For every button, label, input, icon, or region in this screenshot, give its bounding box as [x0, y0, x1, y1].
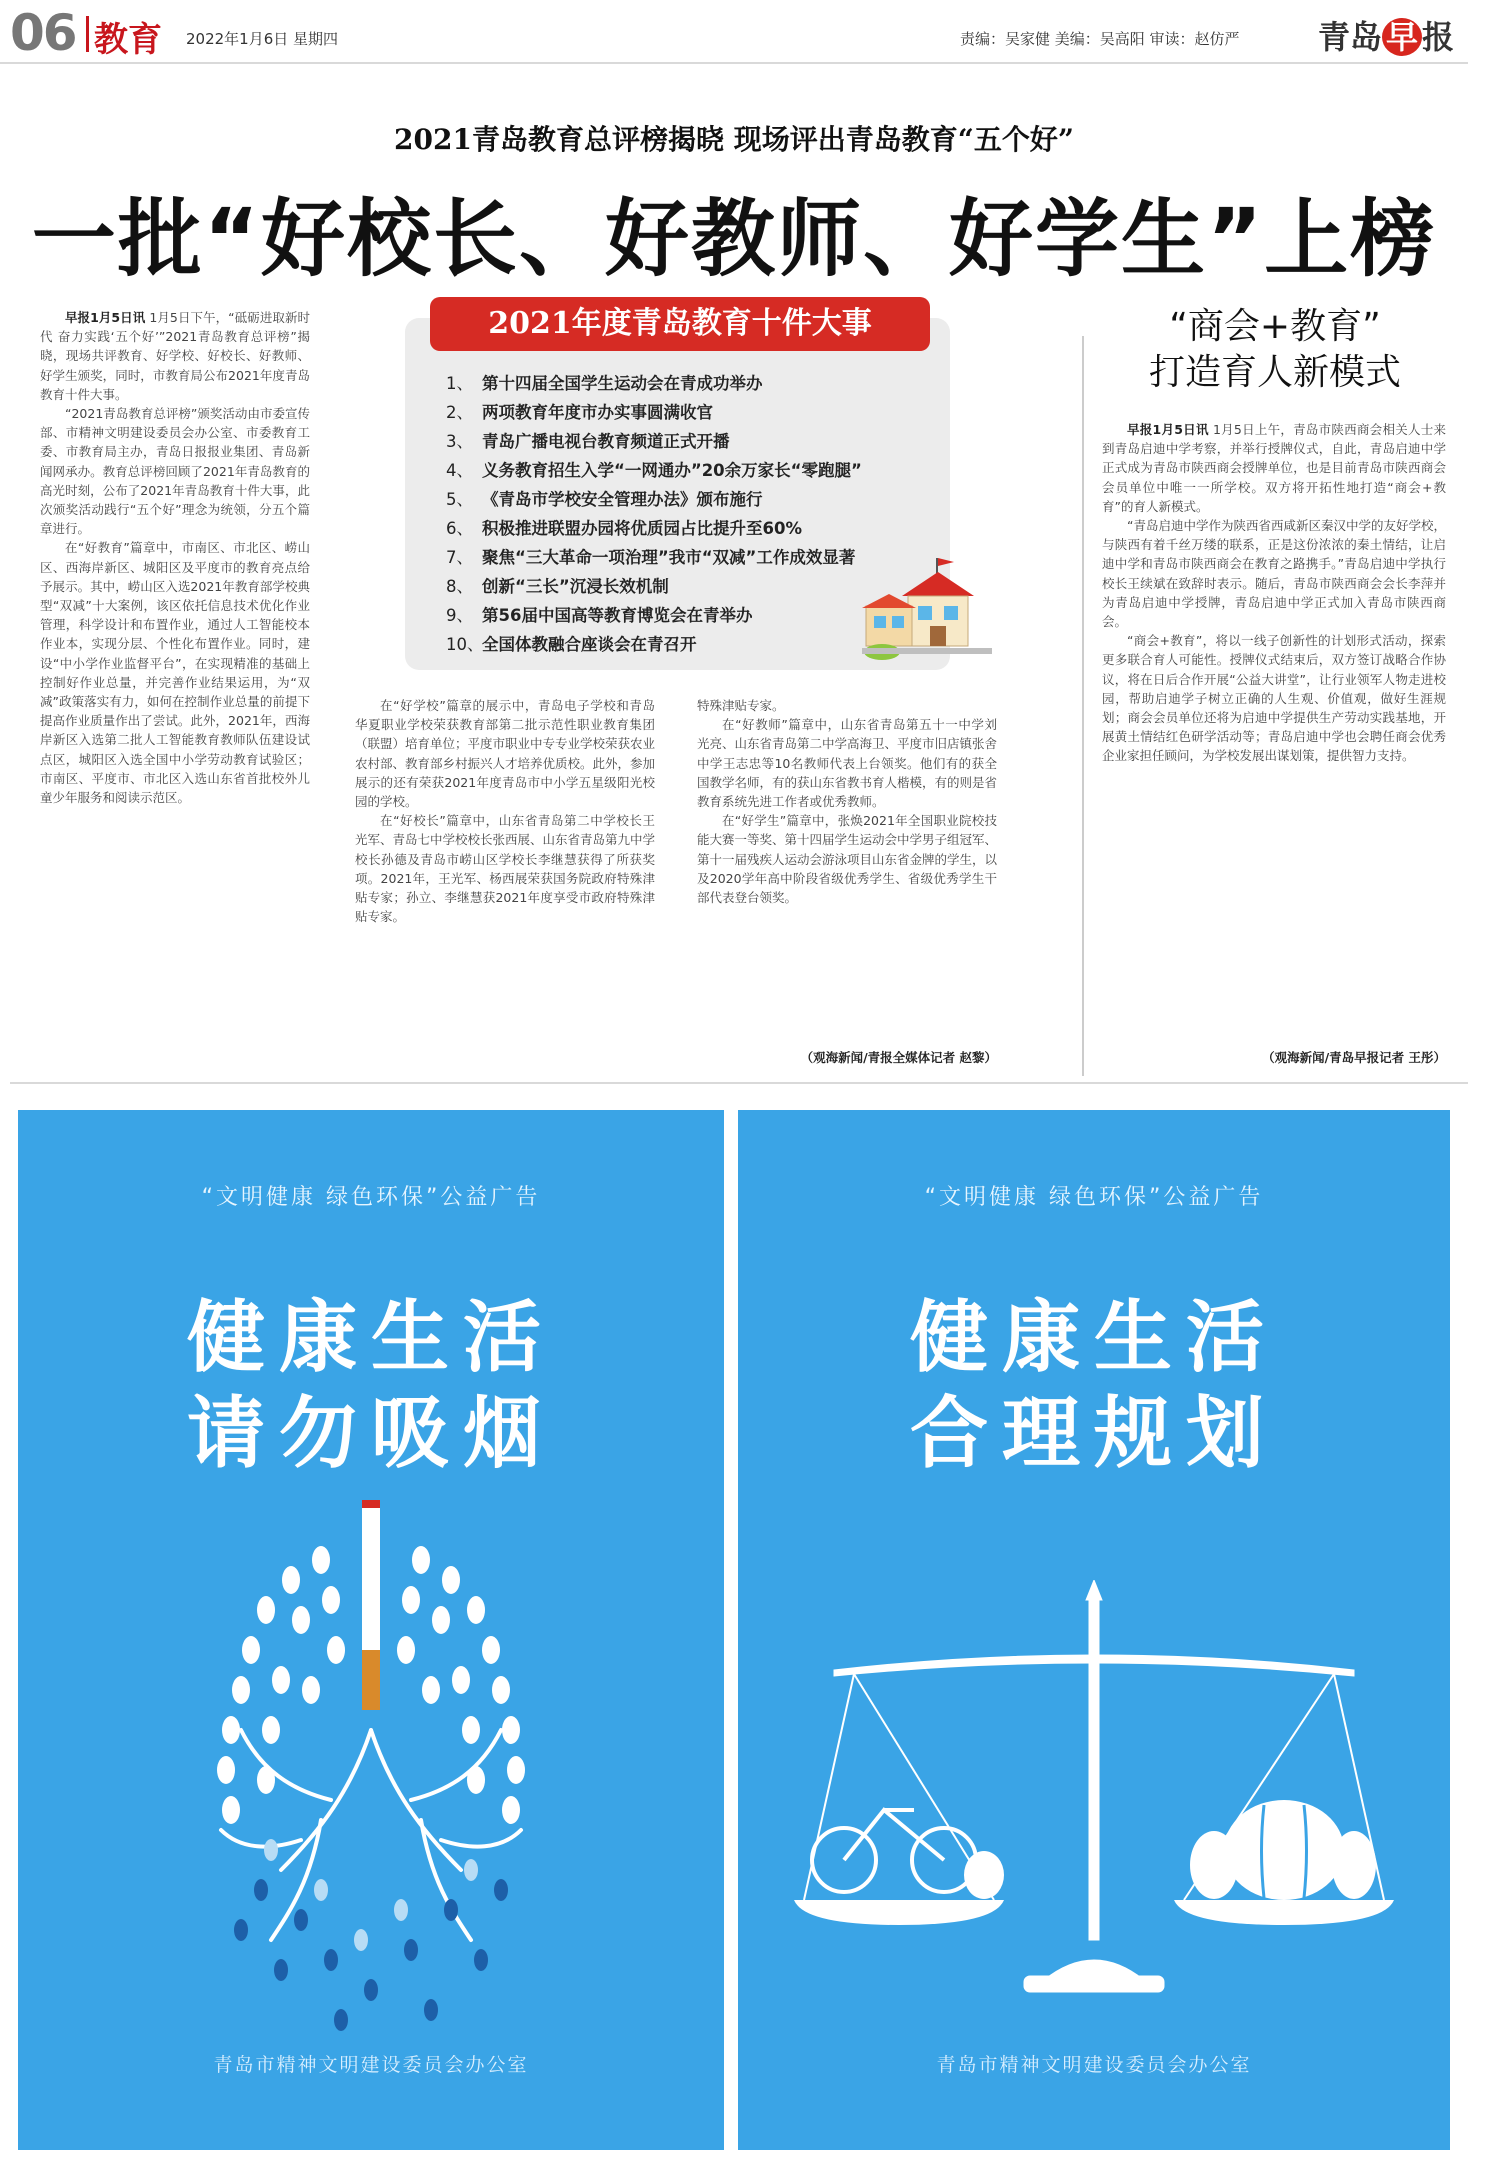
- article-kicker: 2021青岛教育总评榜揭晓 现场评出青岛教育“五个好”: [394, 123, 1074, 156]
- article-paragraph: 在“好学校”篇章的展示中，青岛电子学校和青岛华夏职业学校荣获教育部第二批示范性职业教育集团（联盟）培育单位；平度市职业中专专业学校荣获农业农村部、教育部乡村振兴人才培养优质校。此外，参加展示的还有荣获2021年度青岛市中小学五星级阳光校园的学校。: [355, 698, 655, 810]
- article-paragraph: 在“好学生”篇章中，张焕2021年全国职业院校技能大赛一等奖、第十四届学生运动会中学男子组冠军、第十一届残疾人运动会游泳项目山东省金牌的学生，以及2020学年高中阶段省级优秀学生、省级优秀学生干部代表登台领奖。: [697, 813, 997, 906]
- article-headline: 一批“好校长、好教师、好学生”上榜: [31, 190, 1437, 288]
- newspaper-logo: [1318, 12, 1454, 58]
- section-name: 教育: [94, 20, 162, 60]
- school-building-icon: [862, 556, 992, 676]
- psa-poster-no-smoking: [18, 1110, 724, 2150]
- side-article-body: [1102, 420, 1446, 1045]
- column-divider: [1082, 336, 1084, 1076]
- poster-tag: “文明健康 绿色环保”公益广告: [201, 1185, 541, 1210]
- issue-date: 2022年1月6日 星期四: [186, 30, 339, 48]
- article-paragraph: 在“好教师”篇章中，山东省青岛第五十一中学刘光亮、山东省青岛第二中学高海卫、平度市旧店镇张舍中学王志忠等10名教师代表上台领奖。他们有的获全国教学名师，有的获山东省教书育人楷模，有的则是省教育系统先进工作者或优秀教师。: [697, 717, 997, 810]
- falling-leaves: [234, 1879, 508, 2031]
- side-article-headline: [1110, 304, 1440, 396]
- section-divider: [86, 16, 89, 52]
- poster-slogan-line2: 合理规划: [909, 1388, 1278, 1479]
- vegetables: [1190, 1800, 1376, 1900]
- section-rule: [10, 1082, 1468, 1084]
- poster-organization: 青岛市精神文明建设委员会办公室: [936, 2054, 1252, 2076]
- top-events-title: 2021年度青岛教育十件大事: [430, 297, 930, 351]
- lungs-cigarette-icon: [171, 1490, 571, 2050]
- top-event-item: 7、 聚焦“三大革命一项治理”我市“双减”工作成效显著: [446, 548, 856, 567]
- editor-credits: 责编：吴家健 美编：吴高阳 审读：赵仿严: [960, 30, 1240, 48]
- balance-scale-icon: [794, 1580, 1394, 2020]
- top-event-item: 10、全国体教融合座谈会在青召开: [446, 635, 697, 654]
- side-article-paragraph: “青岛启迪中学作为陕西省西咸新区秦汉中学的友好学校，与陕西有着千丝万缕的联系，正是这份浓浓的秦土情结，让启迪中学和青岛市陕西商会在教育之路携手。”青岛启迪中学执行校长王续斌在致辞时表示。随后，青岛市陕西商会会长李萍并为青岛启迪中学授牌，青岛启迪中学正式加入青岛市陕西商会。: [1102, 518, 1446, 630]
- poster-slogan-line1: 健康生活: [186, 1292, 555, 1383]
- top-event-item: 8、 创新“三长”沉浸长效机制: [446, 577, 669, 596]
- poster-organization: 青岛市精神文明建设委员会办公室: [213, 2054, 529, 2076]
- cigarette: [362, 1500, 380, 1650]
- psa-poster-planning: [738, 1110, 1450, 2150]
- bicycle: [812, 1810, 976, 1892]
- side-article-paragraph: 1月5日上午，青岛市陕西商会相关人士来到青岛启迪中学考察，并举行授牌仪式，自此，青岛启迪中学正式成为青岛市陕西商会授牌单位，也是目前青岛市陕西商会会员单位中唯一一所学校。双方将开拓性地打造“商会+教育”的育人新模式。: [1102, 422, 1446, 514]
- side-article-credit: （观海新闻/青岛早报记者 王彤）: [1262, 1050, 1446, 1065]
- article-credit: （观海新闻/青报全媒体记者 赵黎）: [800, 1050, 997, 1065]
- poster-tag: “文明健康 绿色环保”公益广告: [924, 1185, 1264, 1210]
- brand-suffix: 报: [1422, 18, 1455, 56]
- brand-prefix: 青岛: [1318, 18, 1383, 56]
- article-column-3: [697, 696, 997, 1041]
- top-event-item: 3、 青岛广播电视台教育频道正式开播: [446, 432, 730, 451]
- top-event-item: 4、 义务教育招生入学“一网通办”20余万家长“零跑腿”: [446, 461, 862, 480]
- side-headline-line2: 打造育人新模式: [1148, 352, 1401, 393]
- article-paragraph: 在“好教育”篇章中，市南区、市北区、崂山区、西海岸新区、城阳区及平度市的教育亮点给予展示。其中，崂山区入选2021年教育部学校典型“双减”十大案例，该区依托信息技术优化作业管理，科学设计和布置作业，通过人工智能校本作业本，实现分层、个性化布置作业。同时，建设“中小学作业监督平台”，在实现精准的基础上控制好作业总量，并完善作业结果运用，为“双减”政策落实有力，如何在控制作业总量的前提下提高作业质量作出了尝试。此外，2021年，西海岸新区入选第二批人工智能教育教师队伍建设试点区，城阳区入选全国中小学劳动教育试验区；市南区、平度市、市北区入选山东省首批校外儿童少年服务和阅读示范区。: [40, 540, 310, 806]
- article-column-2: [355, 696, 655, 1068]
- top-event-item: 9、 第56届中国高等教育博览会在青举办: [446, 606, 753, 625]
- article-paragraph: “2021青岛教育总评榜”颁奖活动由市委宣传部、市精神文明建设委员会办公室、市委教育工委、市教育局主办，青岛日报报业集团、青岛新闻网承办。教育总评榜回顾了2021年青岛教育的高光时刻，公布了2021年青岛教育十件大事，此次颁奖活动践行“五个好”理念为统领，分五个篇章进行。: [40, 406, 310, 537]
- article-paragraph: 特殊津贴专家。: [697, 698, 785, 713]
- page-number: 06: [10, 4, 76, 62]
- top-event-item: 6、 积极推进联盟办园将优质园占比提升至60%: [446, 519, 802, 538]
- poster-slogan-line2: 请勿吸烟: [186, 1388, 555, 1479]
- article-dateline: 早报1月5日讯: [65, 310, 146, 325]
- top-event-item: 5、 《青岛市学校安全管理办法》颁布施行: [446, 490, 763, 509]
- poster-slogan-line1: 健康生活: [909, 1292, 1278, 1383]
- article-paragraph: 1月5日下午，“砥砺进取新时代 奋力实践‘五个好’”2021青岛教育总评榜”揭晓，现场共评教育、好学校、好校长、好教师、好学生颁奖，同时，市教育局公布2021年度青岛教育十件大事。: [40, 310, 310, 402]
- top-event-item: 2、 两项教育年度市办实事圆满收官: [446, 403, 713, 422]
- side-article-dateline: 早报1月5日讯: [1127, 422, 1209, 437]
- article-column-1: [40, 308, 310, 1068]
- article-paragraph: 在“好校长”篇章中，山东省青岛第二中学校长王光军、青岛七中学校校长张西展、山东省青岛第九中学校长孙德及青岛市崂山区学校长李继慧获得了所获奖项。2021年，王光军、杨西展荣获国务院政府特殊津贴专家；孙立、李继慧获2021年度享受市政府特殊津贴专家。: [355, 813, 655, 925]
- top-event-item: 1、 第十四届全国学生运动会在青成功举办: [446, 374, 763, 393]
- brand-mark: 早: [1382, 18, 1422, 56]
- side-headline-line1: “商会+教育”: [1169, 306, 1381, 347]
- side-article-paragraph: “商会+教育”，将以一线子创新性的计划形式活动，探索更多联合育人可能性。授牌仪式结束后，双方签订战略合作协议，将在日后合作开展“公益大讲堂”，让行业领军人物走进校园，帮助启迪学子树立正确的人生观、价值观，做好生涯规划；商会会员单位还将为启迪中学提供生产劳动实践基地，开展黄土情结红色研学活动等；青岛启迪中学也会聘任商会优秀企业家担任顾问，为学校发展出谋划策，提供智力支持。: [1102, 633, 1446, 764]
